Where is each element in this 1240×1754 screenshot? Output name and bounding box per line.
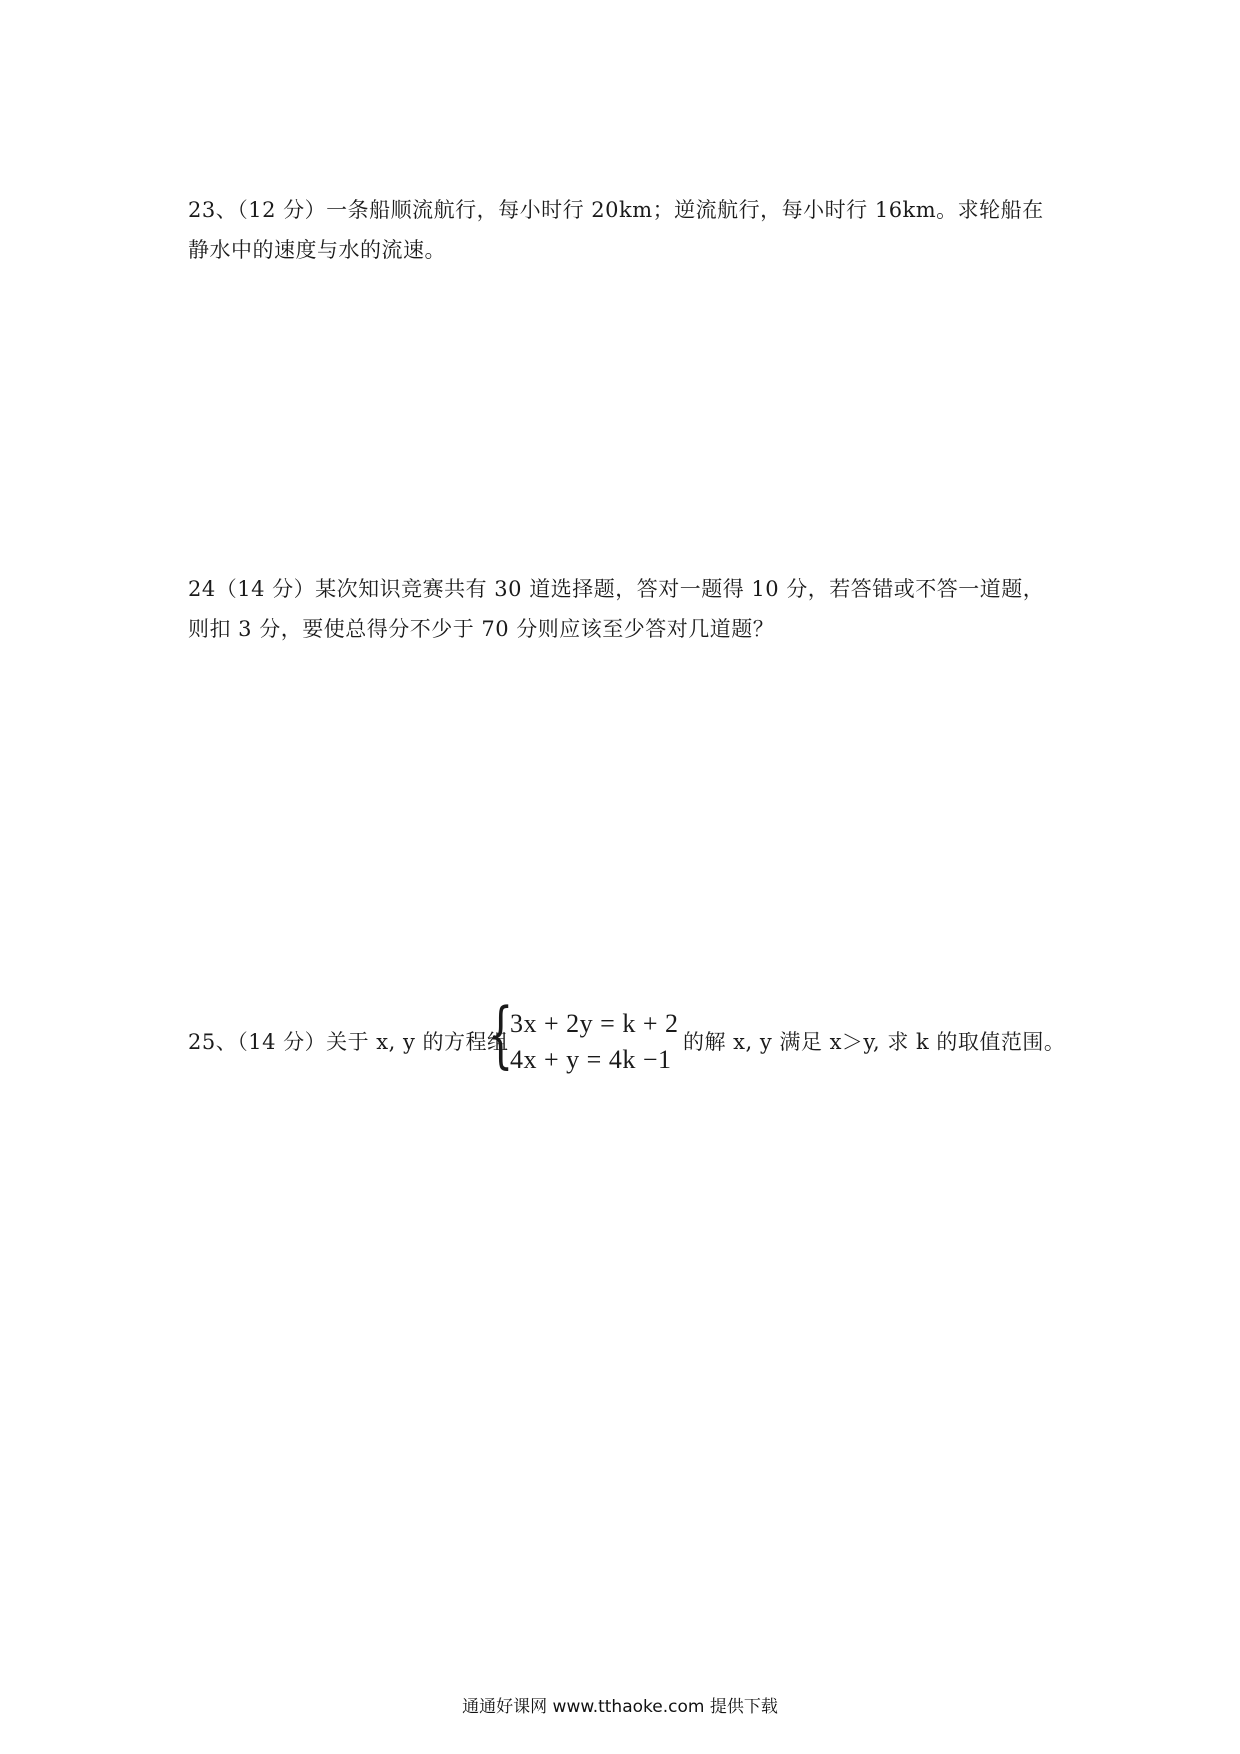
question-24: 24（14 分）某次知识竞赛共有 30 道选择题，答对一题得 10 分，若答错或不答一道题，则扣 3 分，要使总得分不少于 70 分则应该至少答对几道题？ <box>188 577 1045 641</box>
question-25-intro: 25、（14 分）关于 x, y 的方程组 <box>188 1030 509 1054</box>
equation-2: 4x + y = 4k −1 <box>510 1045 672 1074</box>
footer-watermark: 通通好课网 www.tthaoke.com 提供下载 <box>462 1697 778 1717</box>
equation-system <box>488 992 688 1076</box>
question-25-condition: 的解 x, y 满足 x＞y, 求 k 的取值范围。 <box>683 1030 1066 1054</box>
left-brace: { <box>488 992 514 1076</box>
question-25 <box>188 992 1088 1076</box>
equation-1: 3x + 2y = k + 2 <box>510 1009 679 1038</box>
question-23: 23、（12 分）一条船顺流航行，每小时行 20km；逆流航行，每小时行 16km。求轮船在静水中的速度与水的流速。 <box>188 198 1044 262</box>
